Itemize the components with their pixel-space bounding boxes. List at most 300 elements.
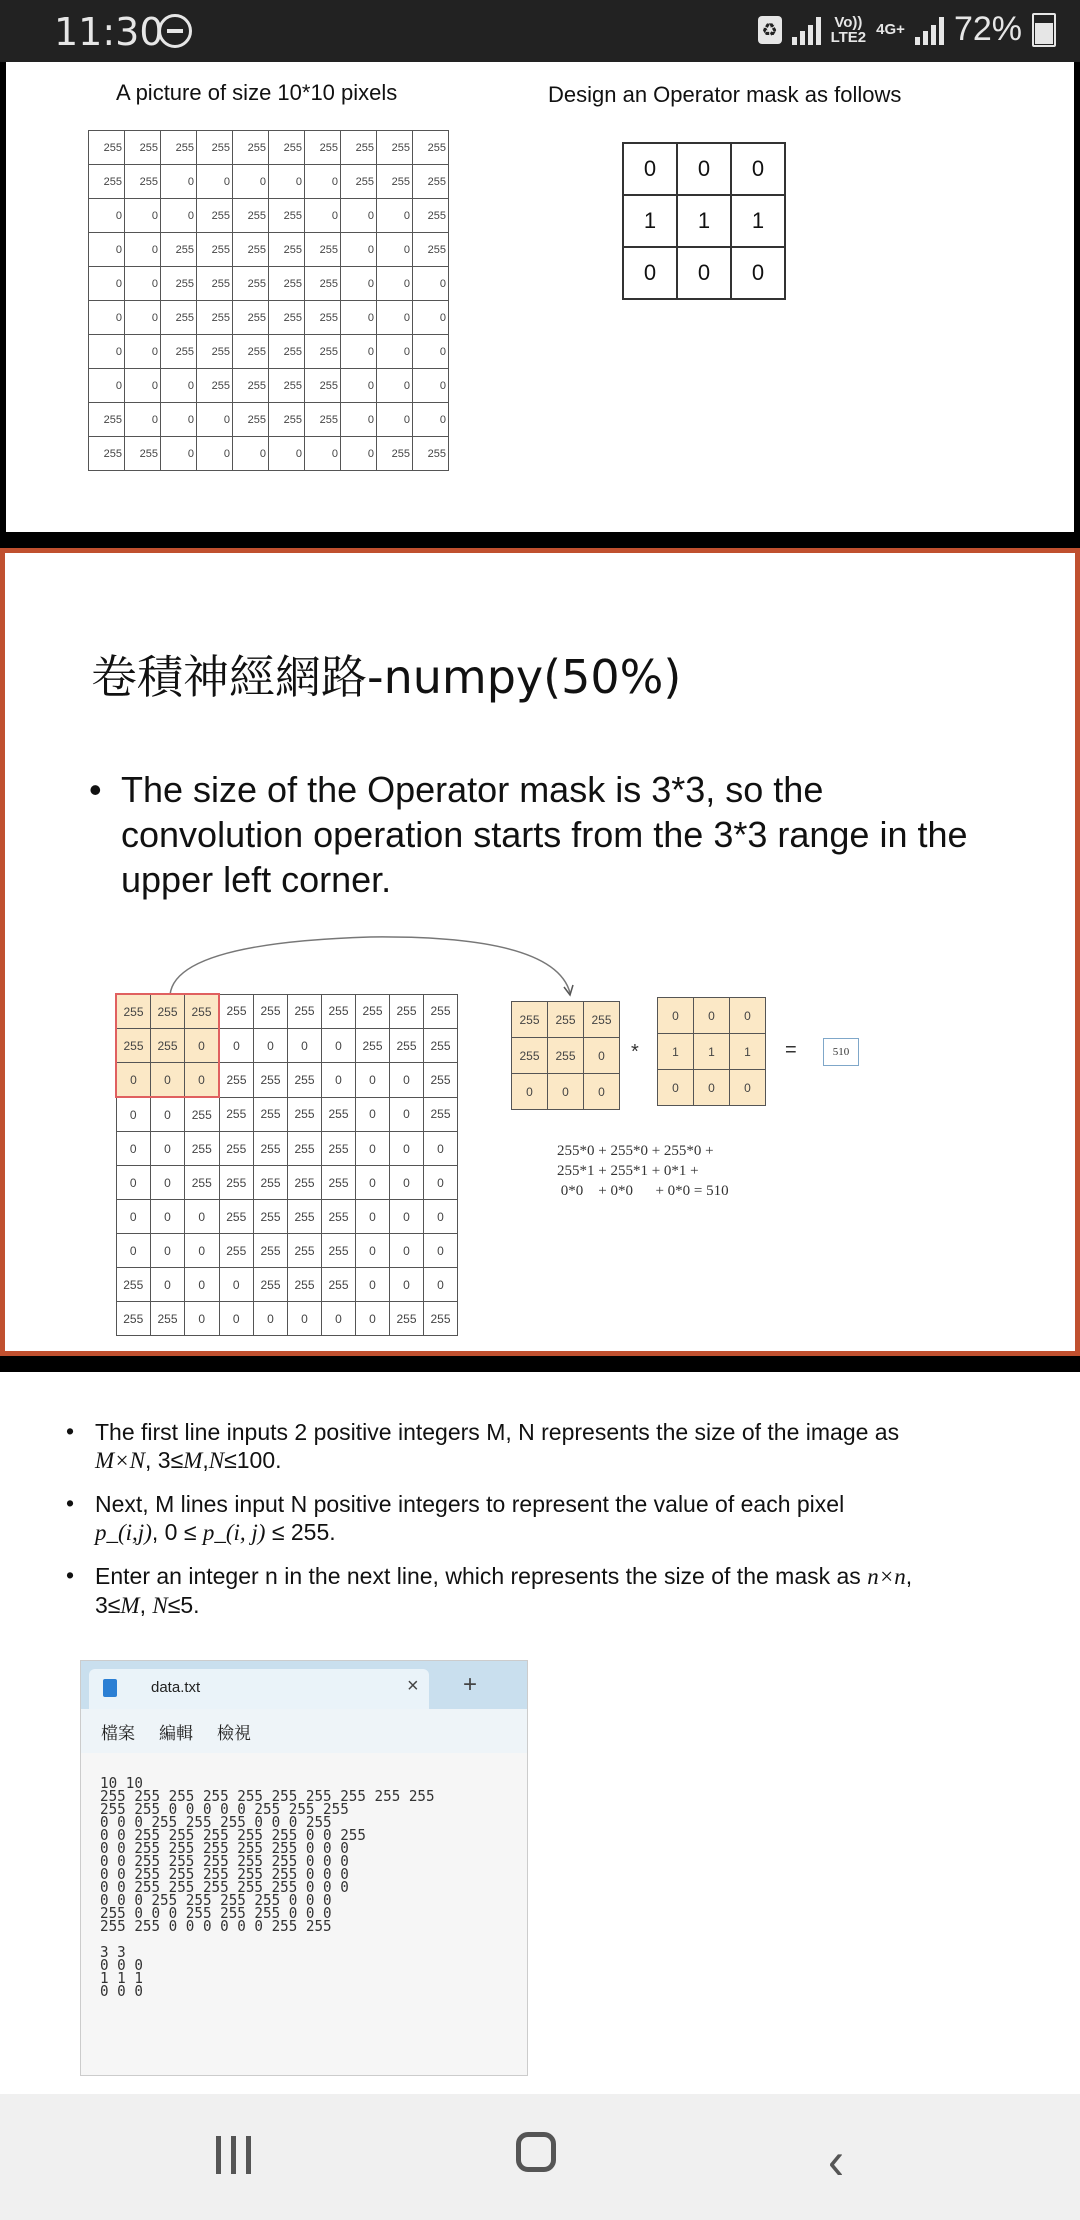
grid-cell: 255: [512, 1002, 548, 1038]
grid-cell: 0: [356, 1097, 390, 1132]
slide-title: 卷積神經網路-numpy(50%): [91, 650, 682, 704]
grid-row: [89, 403, 449, 437]
bullet-2-text: ≤ 255.: [265, 1519, 336, 1545]
grid-cell: 255: [161, 131, 197, 165]
grid-cell: 255: [377, 131, 413, 165]
grid-cell: 255: [305, 267, 341, 301]
grid-cell: 0: [341, 369, 377, 403]
bullet-1-text: ,: [202, 1447, 209, 1473]
grid-cell: 255: [269, 369, 305, 403]
grid-cell: 0: [658, 1070, 694, 1106]
grid-cell: 255: [548, 1038, 584, 1074]
notepad-file-icon: [103, 1679, 117, 1697]
grid-cell: 0: [161, 369, 197, 403]
grid-cell: 0: [89, 199, 125, 233]
grid-cell: 0: [288, 1029, 322, 1063]
bullet-text: [91, 767, 1011, 902]
bullet-1-text: ≤100.: [224, 1447, 282, 1473]
grid-cell: 255: [424, 1302, 458, 1336]
grid-cell: 255: [288, 994, 322, 1029]
grid-cell: 255: [322, 1200, 356, 1234]
grid-cell: 255: [219, 994, 254, 1029]
close-icon[interactable]: ×: [407, 1675, 419, 1697]
grid-cell: 255: [413, 233, 449, 267]
grid-cell: 0: [185, 1029, 220, 1063]
grid-cell: 0: [413, 301, 449, 335]
grid-cell: 255: [305, 301, 341, 335]
grid-cell: 255: [322, 1166, 356, 1200]
grid-cell: 255: [151, 1302, 185, 1336]
grid-cell: 0: [322, 1063, 356, 1098]
grid-cell: 255: [197, 335, 233, 369]
grid-cell: 0: [125, 233, 161, 267]
bullet-1-text: , 3≤: [145, 1447, 184, 1473]
grid-cell: 0: [269, 437, 305, 471]
grid-cell: 255: [305, 335, 341, 369]
grid-cell: 255: [125, 437, 161, 471]
grid-cell: 255: [390, 1029, 424, 1063]
grid-row: [116, 1166, 458, 1200]
formula: 255*0 + 255*0 + 255*0 + 255*1 + 255*1 + 0*1 + 0*0 + 0*0 + 0*0 = 510: [557, 1143, 729, 1199]
grid-cell: 0: [731, 143, 785, 195]
battery-percent: 72%: [953, 10, 1022, 48]
bullet-dot: •: [66, 1418, 75, 1444]
grid-cell: 255: [413, 165, 449, 199]
grid-cell: 255: [233, 335, 269, 369]
grid-cell: 0: [677, 143, 731, 195]
picture-caption: A picture of size 10*10 pixels: [116, 80, 398, 105]
grid-cell: 0: [341, 233, 377, 267]
grid-cell: 0: [125, 335, 161, 369]
grid-cell: 0: [197, 403, 233, 437]
bullet-1-math: N: [208, 1448, 225, 1473]
grid-cell: 0: [584, 1038, 620, 1074]
menu-file[interactable]: 檔案: [101, 1723, 135, 1743]
grid-cell: 0: [356, 1302, 390, 1336]
grid-cell: 0: [185, 1268, 220, 1302]
bullet-1-text: The first line inputs 2 positive integers M, N represents the size of the image as: [95, 1419, 900, 1445]
menu-edit[interactable]: 編輯: [159, 1723, 193, 1743]
grid-row: [623, 143, 785, 195]
multiply-sign: *: [631, 1041, 639, 1063]
grid-cell: 0: [424, 1234, 458, 1268]
grid-cell: 0: [161, 165, 197, 199]
grid-cell: 255: [197, 131, 233, 165]
grid-cell: 0: [305, 437, 341, 471]
bullet-1-math: M: [183, 1448, 203, 1473]
convolution-picture-grid: [115, 993, 458, 1336]
grid-cell: 0: [151, 1063, 185, 1098]
grid-cell: 0: [413, 335, 449, 369]
grid-cell: 0: [341, 199, 377, 233]
grid-cell: 255: [288, 1200, 322, 1234]
grid-cell: 255: [116, 1302, 151, 1336]
grid-cell: 1: [658, 1034, 694, 1070]
grid-cell: 255: [116, 1268, 151, 1302]
signal-icon: [792, 15, 821, 45]
grid-cell: 255: [356, 1029, 390, 1063]
grid-row: [658, 998, 766, 1034]
grid-row: [116, 1200, 458, 1234]
notepad-window: [80, 1660, 528, 2076]
grid-cell: 0: [658, 998, 694, 1034]
grid-cell: 255: [377, 165, 413, 199]
grid-cell: 255: [233, 267, 269, 301]
grid-cell: 0: [197, 165, 233, 199]
grid-cell: 255: [125, 165, 161, 199]
grid-cell: 255: [185, 994, 220, 1029]
grid-cell: 0: [548, 1074, 584, 1110]
status-time: 11:30: [54, 10, 164, 54]
grid-row: [116, 1063, 458, 1098]
grid-cell: 255: [254, 1200, 288, 1234]
recent-apps-icon[interactable]: [216, 2136, 251, 2174]
sub-window-grid: [511, 1001, 620, 1110]
grid-cell: 0: [254, 1029, 288, 1063]
grid-row: [116, 1132, 458, 1166]
grid-cell: 255: [233, 199, 269, 233]
grid-cell: 0: [305, 165, 341, 199]
grid-cell: 255: [197, 199, 233, 233]
grid-cell: 0: [219, 1302, 254, 1336]
grid-cell: 0: [356, 1234, 390, 1268]
grid-cell: 255: [269, 199, 305, 233]
grid-cell: 255: [254, 994, 288, 1029]
grid-cell: 0: [341, 403, 377, 437]
navigation-bar: [0, 2094, 1080, 2220]
grid-cell: 0: [341, 267, 377, 301]
grid-row: [512, 1038, 620, 1074]
grid-cell: 0: [125, 369, 161, 403]
grid-cell: 255: [151, 994, 185, 1029]
back-icon[interactable]: ‹: [828, 2132, 844, 2191]
grid-cell: 255: [219, 1063, 254, 1098]
grid-cell: 0: [185, 1302, 220, 1336]
grid-cell: 255: [305, 233, 341, 267]
grid-row: [89, 233, 449, 267]
grid-cell: 0: [116, 1200, 151, 1234]
grid-cell: 255: [305, 131, 341, 165]
grid-cell: 255: [288, 1234, 322, 1268]
grid-cell: 0: [730, 1070, 766, 1106]
network-type: 4G+: [876, 21, 905, 38]
grid-cell: 255: [254, 1268, 288, 1302]
slide-convolution: [0, 548, 1080, 1356]
grid-cell: 255: [584, 1002, 620, 1038]
grid-cell: 255: [161, 335, 197, 369]
grid-row: [89, 301, 449, 335]
bullet-3-text: 3≤: [95, 1592, 121, 1618]
grid-cell: 0: [116, 1234, 151, 1268]
grid-cell: 0: [341, 335, 377, 369]
grid-cell: 0: [377, 267, 413, 301]
grid-cell: 0: [89, 335, 125, 369]
arrow-arc: [165, 923, 585, 1003]
grid-cell: 0: [151, 1200, 185, 1234]
grid-cell: 0: [161, 403, 197, 437]
grid-cell: 255: [424, 1097, 458, 1132]
grid-cell: 0: [390, 1097, 424, 1132]
bullet-1: [66, 1418, 1006, 1475]
grid-cell: 0: [341, 437, 377, 471]
grid-cell: 0: [512, 1074, 548, 1110]
grid-cell: 0: [89, 267, 125, 301]
new-tab-icon[interactable]: +: [463, 1671, 478, 1698]
grid-cell: 0: [390, 1200, 424, 1234]
grid-cell: 255: [288, 1063, 322, 1098]
bullet-3: [66, 1562, 1006, 1620]
grid-cell: 255: [305, 403, 341, 437]
grid-cell: 0: [424, 1132, 458, 1166]
grid-cell: 255: [219, 1166, 254, 1200]
bullet-dot: •: [89, 769, 102, 810]
grid-cell: 255: [356, 994, 390, 1029]
slide-input-format: [0, 1372, 1080, 2094]
grid-cell: 0: [356, 1132, 390, 1166]
grid-cell: 0: [89, 301, 125, 335]
grid-cell: 255: [269, 267, 305, 301]
grid-cell: 255: [269, 301, 305, 335]
bullet-3-text: ,: [905, 1563, 913, 1589]
kernel-grid: [657, 997, 766, 1106]
grid-cell: 0: [356, 1268, 390, 1302]
grid-cell: 255: [116, 1029, 151, 1063]
grid-cell: 255: [233, 301, 269, 335]
grid-cell: 255: [151, 1029, 185, 1063]
grid-cell: 255: [219, 1200, 254, 1234]
grid-cell: 255: [288, 1097, 322, 1132]
grid-cell: 0: [677, 247, 731, 299]
grid-cell: 0: [390, 1132, 424, 1166]
bullet-3-text: ≤5.: [167, 1592, 200, 1618]
grid-cell: 0: [305, 199, 341, 233]
grid-cell: 0: [219, 1029, 254, 1063]
grid-cell: 255: [233, 403, 269, 437]
grid-cell: 0: [356, 1166, 390, 1200]
bullet-3-text: ,: [139, 1592, 153, 1618]
grid-cell: 1: [623, 195, 677, 247]
grid-row: [116, 1029, 458, 1063]
grid-row: [89, 131, 449, 165]
grid-cell: 255: [89, 165, 125, 199]
grid-cell: 0: [424, 1268, 458, 1302]
grid-cell: 255: [424, 1029, 458, 1063]
grid-cell: 255: [413, 437, 449, 471]
grid-cell: 0: [116, 1097, 151, 1132]
grid-cell: 0: [151, 1166, 185, 1200]
grid-cell: 0: [151, 1132, 185, 1166]
grid-cell: 255: [197, 301, 233, 335]
grid-cell: 0: [269, 165, 305, 199]
grid-cell: 0: [390, 1268, 424, 1302]
grid-cell: 0: [390, 1063, 424, 1098]
grid-cell: 255: [161, 267, 197, 301]
grid-cell: 0: [584, 1074, 620, 1110]
grid-cell: 0: [116, 1063, 151, 1098]
grid-row: [623, 247, 785, 299]
grid-cell: 255: [322, 1268, 356, 1302]
grid-cell: 255: [413, 131, 449, 165]
grid-cell: 255: [269, 233, 305, 267]
bullet-3-text: Enter an integer n in the next line, which represents the size of the mask as: [95, 1563, 868, 1589]
grid-cell: 0: [623, 247, 677, 299]
grid-cell: 0: [341, 301, 377, 335]
grid-cell: 255: [288, 1132, 322, 1166]
grid-cell: 255: [233, 131, 269, 165]
grid-cell: 0: [694, 998, 730, 1034]
grid-row: [89, 165, 449, 199]
menu-view[interactable]: 檢視: [217, 1723, 251, 1743]
grid-cell: 0: [424, 1166, 458, 1200]
grid-row: [116, 1302, 458, 1336]
grid-cell: 1: [677, 195, 731, 247]
grid-cell: 255: [322, 1097, 356, 1132]
grid-row: [116, 994, 458, 1029]
grid-cell: 0: [377, 403, 413, 437]
grid-cell: 0: [390, 1166, 424, 1200]
grid-row: [89, 369, 449, 403]
grid-cell: 255: [390, 994, 424, 1029]
grid-cell: 0: [125, 267, 161, 301]
grid-cell: 0: [151, 1234, 185, 1268]
notepad-content[interactable]: 10 10 255 255 255 255 255 255 255 255 255 255 255 255 0 0 0 0 0 255 255 255 0 0 0 255 255 255 0 0 0 255 0 0 255 255 255 255 255 0 0 255 0 0 255 255 255 255 255 0 0 0 0 0 255 255 255 255 255 0 0 0 0 0 255 255 255 255 255 0 0 0 0 0 255 255 255 255 255 0 0 0 0 0 0 255 255 255 255 0 0 0 255 0 0 0 255 255 255 0 0 0 255 255 0 0 0 0 0 0 255 255 3 3 0 0 0 1 1 1 0 0 0: [100, 1774, 435, 2000]
grid-cell: 255: [424, 1063, 458, 1098]
grid-cell: 0: [377, 199, 413, 233]
grid-cell: 255: [269, 335, 305, 369]
volte-label: Vo)) LTE2: [830, 13, 867, 46]
grid-cell: 0: [219, 1268, 254, 1302]
grid-cell: 0: [89, 233, 125, 267]
notepad-tab-bar: [81, 1661, 527, 1709]
battery-icon: [1032, 13, 1056, 47]
grid-cell: 1: [694, 1034, 730, 1070]
notepad-tab-title: data.txt: [151, 1679, 201, 1696]
bullet-dot: •: [66, 1562, 75, 1588]
grid-cell: 0: [254, 1302, 288, 1336]
grid-cell: 255: [269, 403, 305, 437]
grid-cell: 0: [356, 1200, 390, 1234]
equals-sign: =: [785, 1039, 797, 1061]
grid-cell: 255: [341, 165, 377, 199]
grid-row: [89, 335, 449, 369]
grid-cell: 0: [356, 1063, 390, 1098]
grid-cell: 0: [233, 437, 269, 471]
grid-cell: 0: [197, 437, 233, 471]
grid-cell: 255: [322, 1234, 356, 1268]
grid-row: [89, 437, 449, 471]
grid-cell: 255: [233, 233, 269, 267]
grid-cell: 0: [377, 335, 413, 369]
grid-cell: 255: [269, 131, 305, 165]
grid-cell: 255: [390, 1302, 424, 1336]
grid-cell: 0: [185, 1200, 220, 1234]
grid-cell: 255: [185, 1166, 220, 1200]
grid-row: [512, 1074, 620, 1110]
result-box: 510: [823, 1038, 859, 1066]
grid-cell: 255: [219, 1097, 254, 1132]
grid-cell: 255: [322, 994, 356, 1029]
home-icon[interactable]: [516, 2132, 556, 2172]
grid-cell: 0: [322, 1029, 356, 1063]
grid-cell: 255: [197, 267, 233, 301]
grid-cell: 255: [377, 437, 413, 471]
bullet-body: The size of the Operator mask is 3*3, so the convolution operation starts from the 3*3 range in the upper left corner.: [121, 769, 968, 900]
status-bar: [0, 0, 1080, 62]
grid-row: [116, 1268, 458, 1302]
grid-cell: 255: [89, 437, 125, 471]
grid-row: [658, 1034, 766, 1070]
grid-cell: 0: [116, 1132, 151, 1166]
grid-cell: 0: [89, 369, 125, 403]
grid-cell: 0: [233, 165, 269, 199]
notepad-tab[interactable]: [89, 1669, 429, 1709]
grid-cell: 255: [512, 1038, 548, 1074]
grid-row: [116, 1234, 458, 1268]
grid-cell: 255: [254, 1063, 288, 1098]
mask-caption: Design an Operator mask as follows: [548, 82, 902, 107]
grid-cell: 0: [151, 1097, 185, 1132]
grid-cell: 255: [288, 1166, 322, 1200]
bullet-2-math: p_(i,j): [95, 1520, 152, 1545]
grid-cell: 1: [730, 1034, 766, 1070]
grid-row: [89, 267, 449, 301]
bullet-3-math: N: [152, 1593, 168, 1618]
do-not-disturb-icon: [158, 14, 192, 48]
grid-cell: 0: [377, 233, 413, 267]
grid-row: [116, 1097, 458, 1132]
bullet-2: [66, 1490, 1006, 1547]
grid-cell: 0: [125, 403, 161, 437]
grid-cell: 255: [254, 1097, 288, 1132]
grid-cell: 255: [197, 369, 233, 403]
grid-cell: 0: [125, 199, 161, 233]
grid-cell: 0: [151, 1268, 185, 1302]
grid-row: [658, 1070, 766, 1106]
grid-cell: 0: [424, 1200, 458, 1234]
grid-cell: 255: [219, 1234, 254, 1268]
grid-cell: 0: [125, 301, 161, 335]
grid-cell: 0: [413, 267, 449, 301]
grid-cell: 255: [89, 131, 125, 165]
bullet-dot: •: [66, 1490, 75, 1516]
bullet-1-math: M×N: [95, 1448, 146, 1473]
grid-cell: 255: [254, 1132, 288, 1166]
grid-cell: 255: [219, 1132, 254, 1166]
grid-cell: 255: [413, 199, 449, 233]
bullet-2-text: , 0 ≤: [151, 1519, 203, 1545]
grid-cell: 1: [731, 195, 785, 247]
grid-cell: 0: [413, 403, 449, 437]
slide-image-and-mask: [6, 62, 1074, 532]
grid-cell: 0: [288, 1302, 322, 1336]
grid-cell: 255: [197, 233, 233, 267]
grid-cell: 255: [254, 1166, 288, 1200]
grid-row: [512, 1002, 620, 1038]
grid-cell: 0: [185, 1234, 220, 1268]
grid-cell: 255: [288, 1268, 322, 1302]
grid-cell: 0: [377, 301, 413, 335]
grid-cell: 0: [377, 369, 413, 403]
grid-cell: 0: [116, 1166, 151, 1200]
grid-cell: 255: [185, 1132, 220, 1166]
grid-cell: 0: [161, 199, 197, 233]
grid-cell: 255: [161, 301, 197, 335]
grid-cell: 255: [305, 369, 341, 403]
grid-cell: 0: [623, 143, 677, 195]
grid-cell: 255: [322, 1132, 356, 1166]
bullet-3-math: n×n: [867, 1564, 906, 1589]
grid-row: [89, 199, 449, 233]
